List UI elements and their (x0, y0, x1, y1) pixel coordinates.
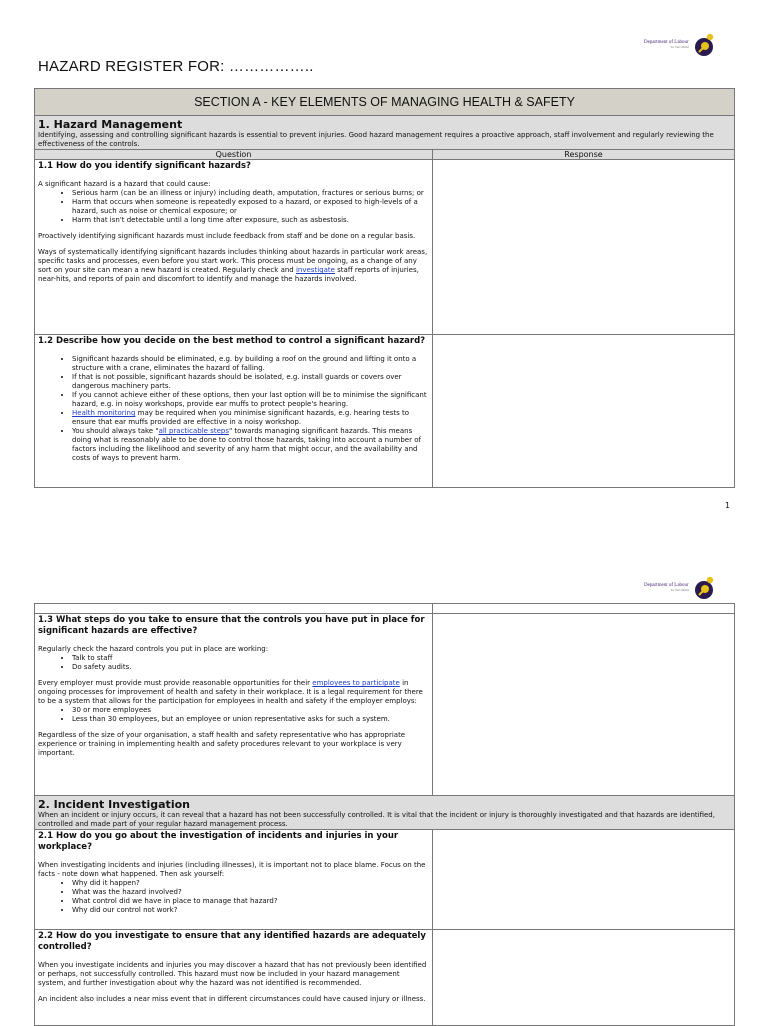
question-2-1-title: 2.1 How do you go about the investigation of incidents and injuries in your workplace? (38, 831, 399, 852)
q12-bullets (38, 355, 429, 463)
list-item: • Harm that occurs when someone is repeatedly exposed to a hazard, or exposed to high-levels of a hazard, such as noise or chemical exposure; or (72, 198, 429, 216)
all-practicable-steps-link[interactable]: all practicable steps (158, 427, 229, 435)
hazard-management-block (35, 116, 735, 150)
list-item: • Health monitoring may be required when you minimise significant hazards, e.g. hearing tests to ensure that ear muffs provided are effective in a noisy workshop. (72, 409, 429, 427)
list-item: • Significant hazards should be eliminated, e.g. by building a roof on the ground and lifting it onto a structure with a crane, eliminates the hazard of falling. (72, 355, 429, 373)
blank-row (433, 604, 735, 614)
logo-emblem-icon (693, 575, 717, 601)
list-item: • Do safety audits. (72, 663, 429, 672)
list-item: • What control did we have in place to manage that hazard? (72, 897, 429, 906)
question-1-1-title: 1.1 How do you identify significant hazards? (38, 161, 251, 171)
q11-intro: A significant hazard is a hazard that could cause: (38, 180, 211, 188)
q13-paragraph-2: Every employer must provide must provide reasonable opportunities for their employees to participate in ongoing processes for improvement of health and safety in their workplace. It is a legal requirement for there to be a system that allows for the participation for employees in health and safety if the employer employs: (38, 679, 423, 705)
question-2-2-title: 2.2 How do you investigate to ensure that any identified hazards are adequately controlled? (38, 931, 426, 952)
list-item: • Talk to staff (72, 654, 429, 663)
incident-investigation-intro: When an incident or injury occurs, it can reveal that a hazard has not been successfully controlled. It is vital that the incident or injury is thoroughly investigated and that hazards are identified, controlled and made part of your regular hazard management process. (38, 811, 715, 828)
list-item: • Serious harm (can be an illness or injury) including death, amputation, fractures or serious burns; or (72, 189, 429, 198)
q21-intro: When investigating incidents and injuries (including illnesses), it is important not to place blame. Focus on the facts - note down what happened. Then ask yourself: (38, 861, 426, 878)
list-item: • Why did our control not work? (72, 906, 429, 915)
hazard-table-page1 (34, 88, 735, 488)
section-a-heading: SECTION A - KEY ELEMENTS OF MANAGING HEALTH & SAFETY (35, 89, 735, 116)
hazard-management-heading: 1. Hazard Management (38, 118, 183, 131)
question-1-3-title: 1.3 What steps do you take to ensure that the controls you have put in place for significant hazards are effective? (38, 615, 425, 636)
q13-paragraph-3: Regardless of the size of your organisation, a staff health and safety representative who has appropriate experience or training in implementing health and safety procedures relevant to your workplace is very important. (38, 731, 406, 757)
list-item: • Less than 30 employees, but an employee or union representative asks for such a system. (72, 715, 429, 724)
employees-to-participate-link[interactable]: employees to participate (312, 679, 400, 687)
column-question: Question (35, 150, 433, 160)
question-2-1 (35, 830, 433, 930)
response-2-1[interactable] (433, 830, 735, 930)
q13-bullets-2 (38, 706, 429, 724)
logo-name: Department of Labour (644, 583, 689, 589)
logo-tagline: Te Tari Mahi (670, 587, 689, 592)
list-item: • 30 or more employees (72, 706, 429, 715)
question-2-2 (35, 930, 433, 1026)
response-1-2[interactable] (433, 335, 735, 488)
q21-bullets (38, 879, 429, 915)
question-1-2-title: 1.2 Describe how you decide on the best method to control a significant hazard? (38, 336, 426, 346)
response-2-2[interactable] (433, 930, 735, 1026)
department-logo (644, 32, 717, 58)
logo-emblem-icon (693, 32, 717, 58)
department-logo (644, 575, 717, 601)
investigate-link[interactable]: investigate (295, 266, 335, 274)
page-number: 1 (725, 501, 731, 510)
q13-intro: Regularly check the hazard controls you put in place are working: (38, 645, 269, 653)
q13-bullets-1 (38, 654, 429, 672)
logo-name: Department of Labour (644, 40, 689, 46)
q11-bullets (38, 189, 429, 225)
list-item: • Harm that isn't detectable until a long time after exposure, such as asbestosis. (72, 216, 429, 225)
list-item: • Why did it happen? (72, 879, 429, 888)
question-1-2 (35, 335, 433, 488)
question-1-3 (35, 614, 433, 796)
list-item: • What was the hazard involved? (72, 888, 429, 897)
hazard-management-intro: Identifying, assessing and controlling significant hazards is essential to prevent injuries. Good hazard management requires a proactive approach, staff involvement and regularly reviewing the effectiveness of the controls. (38, 131, 714, 148)
list-item: • If you cannot achieve either of these options, then your last option will be to minimise the significant hazard, e.g. in noisy workshops, provide ear muffs to protect people's hearing. (72, 391, 429, 409)
response-1-1[interactable] (433, 160, 735, 335)
incident-investigation-block (35, 796, 735, 830)
page-title: HAZARD REGISTER FOR: …………….. (38, 58, 314, 75)
logo-tagline: Te Tari Mahi (670, 44, 689, 49)
list-item: • If that is not possible, significant hazards should be isolated, e.g. install guards or covers over dangerous machinery parts. (72, 373, 429, 391)
hazard-table-page2 (34, 603, 735, 1026)
q11-paragraph-3: Ways of systematically identifying significant hazards includes thinking about hazards in particular work areas, specific tasks and processes, even before you start work. This process must be ongoing, as a change of any sort on your site can mean a new hazard is created. Regularly check and investigate staff reports of injuries, near-hits, and reports of pain and discomfort to identify and manage the hazards involved. (38, 248, 428, 283)
incident-investigation-heading: 2. Incident Investigation (38, 798, 190, 811)
q11-paragraph-2: Proactively identifying significant hazards must include feedback from staff and be done on a regular basis. (38, 232, 416, 240)
column-response: Response (433, 150, 735, 160)
q22-paragraph-1: When you investigate incidents and injuries you may discover a hazard that has not previously been identified or perhaps, not successfully controlled. This hazard must now be included in your hazard management system, and further investigation about why the hazard was not identified is recommended. (38, 961, 427, 987)
response-1-3[interactable] (433, 614, 735, 796)
list-item: • You should always take "all practicable steps" towards managing significant hazards. This means doing what is reasonably able to be done to control those hazards, taking into account a number of factors including the likelihood and severity of any harm that might occur, and the availability and costs of ways to prevent harm. (72, 427, 429, 463)
q22-paragraph-2: An incident also includes a near miss event that in different circumstances could have caused injury or illness. (38, 995, 426, 1003)
blank-row (35, 604, 433, 614)
health-monitoring-link[interactable]: Health monitoring (72, 409, 136, 417)
question-1-1 (35, 160, 433, 335)
